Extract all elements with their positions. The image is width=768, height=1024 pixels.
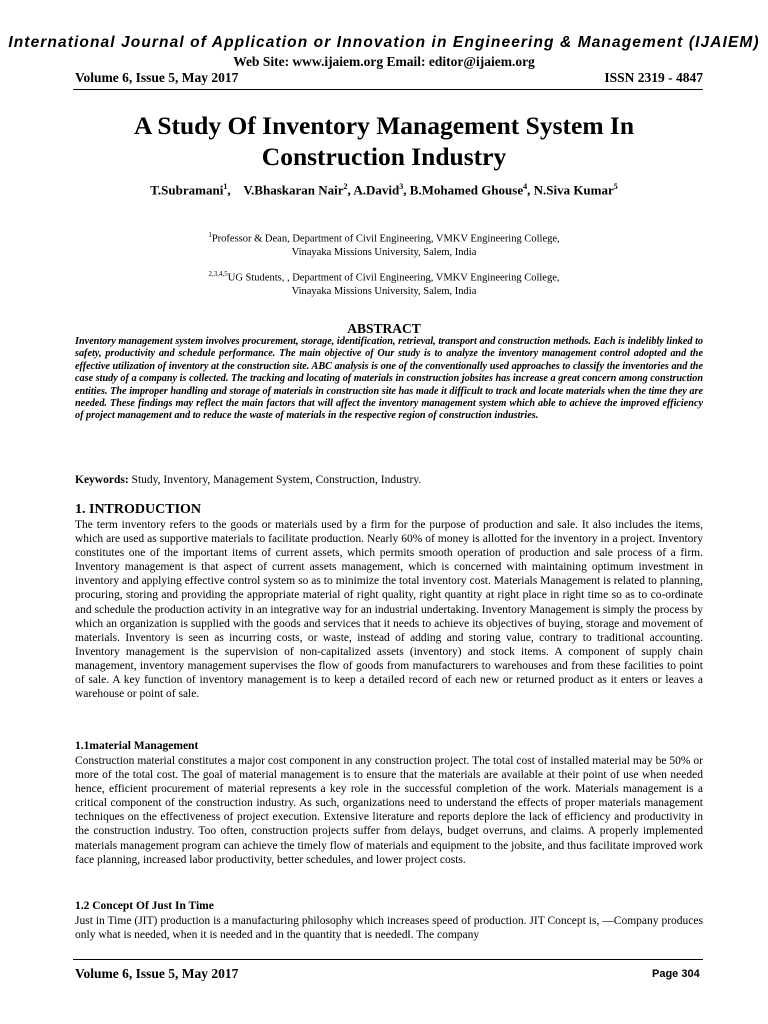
affiliation-line: Professor & Dean, Department of Civil Engineering, VMKV Engineering College, [211, 233, 560, 245]
affiliation-line: UG Students, , Department of Civil Engineering, VMKV Engineering College, [227, 272, 560, 284]
author-sup: 4 [523, 182, 528, 191]
affiliation-sup: 1 [208, 231, 212, 239]
author-list: T.Subramani$^1$, V.Bhaskaran Nair$^2$, A.David$^3$, B.Mohamed Ghouse$^4$, N.Siva Kumar$^5$ [150, 182, 618, 198]
keywords [75, 474, 703, 486]
page-number: Page 304 [652, 968, 700, 980]
footer-volume: Volume 6, Issue 5, May 2017 [75, 966, 239, 981]
issn: ISSN 2319 - 4847 [604, 70, 703, 85]
just-in-time-paragraph: Just in Time (JIT) production is a manufacturing philosophy which increases speed of production. JIT Concept is, —Company produces only what is needed, when it is needed and in the quantity that is needed‖. The company [75, 915, 703, 942]
volume-issue: Volume 6, Issue 5, May 2017 [75, 70, 239, 85]
author: N.Siva Kumar [533, 182, 614, 198]
author-sup: 1 [223, 182, 228, 191]
author-sup: 5 [613, 182, 618, 191]
author-sup: 2 [343, 182, 348, 191]
affiliation-1 [0, 229, 768, 259]
affiliation-line: Vinayaka Missions University, Salem, India [291, 285, 477, 297]
affiliation-2 [0, 268, 768, 298]
header-rule [73, 89, 703, 90]
author-sup: 3 [399, 182, 404, 191]
journal-name: International Journal of Application or Innovation in Engineering & Management (IJAIEM) [8, 34, 760, 51]
author: A.David [353, 182, 400, 198]
abstract-text: Inventory management system involves procurement, storage, identification, retrieval, transport and construction methods. Each is indelibly linked to safety, productivity and schedule performance. The main objective of Our study is to analyze the inventory management control adopted and the effective utilization of inventory at the construction site. ABC analysis is one of the conventionally used approaches to classify the inventories and the case study of a company is collected. The tracking and locating of materials in construction jobsites has increase a great concern among construction entities. The improper handling and storage of materials in construction site has made it difficult to track and locate materials when the time they are needed. These findings may reflect the main factors that will affect the inventory management system which able to achieve the improved efficiency of project management and to reduce the waste of materials in the respective region of construction industries. [75, 336, 703, 422]
author: V.Bhaskaran Nair [243, 182, 344, 198]
author: T.Subramani [150, 182, 224, 198]
journal-website: Web Site: www.ijaiem.org Email: editor@ijaiem.org [233, 54, 535, 69]
affiliation-sup: 2,3,4,5 [208, 270, 228, 278]
author: B.Mohamed Ghouse [409, 182, 524, 198]
material-management-paragraph: Construction material constitutes a major cost component in any construction project. The total cost of installed material may be 50% or more of the total cost. The goal of material management is to ensure that the materials are available at their point of use when needed hence, efficient procurement of material represents a key role in the successful completion of the work. Materials management is a critical component of the construction industry. As such, organizations need to understand the effects of proper materials management techniques on the effectiveness of project execution. Extensive literature and reports deplore the lack of efficiency and productivity in the construction industry. Too often, construction projects suffer from delays, budget overruns, and claims. A properly implemented materials management program can achieve the timely flow of materials and equipment to the jobsite, and thus facilitate improved work face planning, increased labor productivity, better schedules, and lower project costs. [75, 755, 703, 866]
footer-rule [73, 959, 703, 960]
paper-title: A Study Of Inventory Management System In Construction Industry [133, 111, 635, 171]
section-heading-introduction: 1. INTRODUCTION [75, 502, 202, 517]
keywords-text: Study, Inventory, Management System, Construction, Industry. [128, 474, 422, 486]
volume-line [75, 70, 703, 86]
introduction-paragraph: The term inventory refers to the goods or materials used by a firm for the purpose of production and sale. It also includes the items, which are used as supportive materials to facilitate production. Nearly 60% of money is allotted for the inventory in a project. Inventory constitutes one of the important items of current assets, which permits smooth operation of production and sale process of a firm. Inventory management is that aspect of current assets management, which is concerned with maintaining optimum investment in inventory and applying effective control system so as to minimize the total inventory cost. Materials Management is related to planning, procuring, storing and providing the appropriate material of right quality, right quantity at right place in right time so as to co-ordinate and schedule the production activity in an integrative way for an industrial undertaking. Inventory Management is simply the process by which an organization is supplied with the goods and services that it needs to achieve its objectives of buying, storage and movement of materials. Inventory is seen as incurring costs, or waste, instead of adding and storing value, contrary to traditional accounting. Inventory management is the supervision of non-capitalized assets (inventory) and stock items. A component of supply chain management, inventory management supervises the flow of goods from manufacturers to warehouses and from these facilities to point of sale. A key function of inventory management is to keep a detailed record of each new or returned product as it enters or leaves a warehouse or point of sale. [75, 519, 703, 701]
abstract-heading: ABSTRACT [347, 321, 421, 336]
keywords-label: Keywords: [75, 474, 129, 486]
affiliation-line: Vinayaka Missions University, Salem, India [291, 246, 477, 258]
section-heading-material-management: 1.1material Management [75, 740, 199, 752]
section-heading-just-in-time: 1.2 Concept Of Just In Time [75, 900, 214, 912]
